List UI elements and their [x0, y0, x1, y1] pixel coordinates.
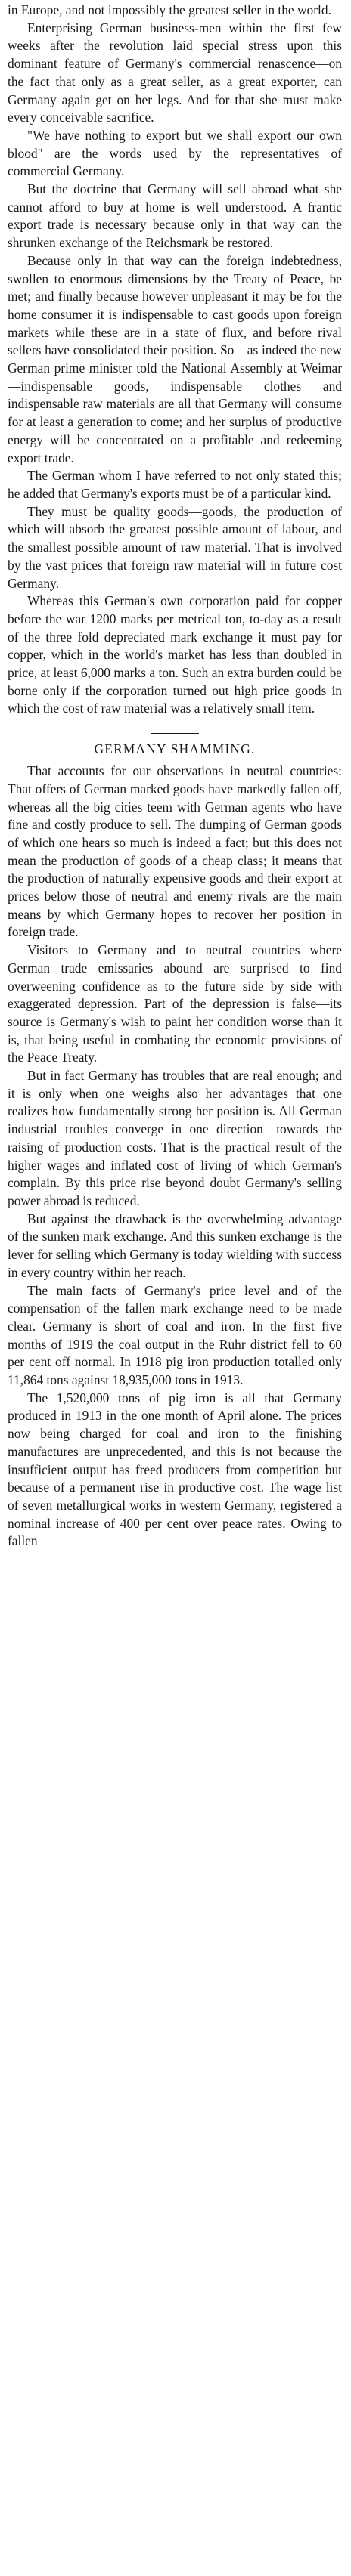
paragraph-pig-iron: The 1,520,000 tons of pig iron is all that Germany produced in 1913 in the one month of April alone. The prices now being charged for coal and iron to the finishing manufactures are unprecedented, and this is not because the insufficient output has freed producers from competition but because of a permanent rise in productive cost. The wage list of seven metallurgical works in western Germany, registered a nominal increase of 400 per cent over peace rates. Owing to fallen [8, 1390, 342, 1549]
opening-fragment: in Europe, and not impossibly the greatest seller in the world. [8, 2, 331, 17]
paragraph-quality-goods: They must be quality goods—goods, the production of which will absorb the greatest possible amount of labour, and the smallest possible amount of raw material. That is involved by the vast prices that foreign raw material will in future cost Germany. [8, 503, 342, 591]
paragraph-sunken-exchange: But against the drawback is the overwhelming advantage of the sunken mark exchange. And this sunken exchange is the lever for selling which Germany is today wielding with success in every country within her reach. [8, 1211, 342, 1280]
paragraph-neutral-countries: That accounts for our observations in neutral countries: That offers of German marked goods have markedly fallen off, whereas all the big cities teem with German agents who have fine and costly produce to sell. The dumping of German goods of which one hears so much is indeed a fact; but this does not mean the production of goods of a cheap class; it means that the production of naturally expensive goods and their export at prices below those of neutral and enemy rivals are the main means by which Germany hopes to recover her position in foreign trade. [8, 763, 342, 940]
paragraph-coal-and-iron: The main facts of Germany's price level and of the compensation of the fallen mark exchange need to be made clear. Germany is short of coal and iron. In the first five months of 1919 the coal output in the Ruhr district fell to 60 per cent off normal. In 1918 pig iron production totalled only 11,864 tons against 18,935,000 tons in 1913. [8, 1282, 342, 1388]
paragraph-real-troubles: But in fact Germany has troubles that are real enough; and it is only when one weighs also her advantages that one realizes how fundamentally strong her position is. All German industrial troubles converge in one direction—towards the raising of production costs. That is the practical result of the higher wages and inflated cost of living of which German's complain. By this price rise beyond doubt Germany's selling power abroad is reduced. [8, 1068, 342, 1208]
paragraph-export-blood: "We have nothing to export but we shall export our own blood" are the words used by the representatives of commercial Germany. [8, 127, 342, 179]
paragraph-copper-prices: Whereas this German's own corporation paid for copper before the war 1200 marks per metrical ton, to-day as a result of the three fold depreciated mark exchange it must pay for copper, which in the world's market has less than doubled in price, at least 6,000 marks a ton. Such an extra burden could be borne only if the corporation turned out high price goods in which the cost of raw material was a relatively small item. [8, 593, 342, 716]
paragraph-visitors: Visitors to Germany and to neutral countries where German trade emissaries abound are surprised to find overweening confidence as to the future side by side with exaggerated depression. Part of the depression is false—its source is Germany's wish to paint her condition worse than it is, that being useful in combating the economic provisions of the Peace Treaty. [8, 942, 342, 1065]
section-divider [151, 733, 199, 734]
paragraph-foreign-indebtedness: Because only in that way can the foreign indebtedness, swollen to enormous dimensions by the Treaty of Peace, be met; and finally because however unpleasant it may be for the home consumer it is indispensable to cast goods upon foreign markets while these are in a state of flux, and before rival sellers have consolidated their position. So—as indeed the new German prime minister told the National Assembly at Weimar—indispensable goods, indispensable clothes and indispensable raw materials are all that Germany will consume for at least a generation to come; and her surplus of productive energy will be concentrated on a profitable and redeeming export trade. [8, 252, 342, 465]
paragraph-business-men: Enterprising German business-men within the first few weeks after the revolution laid special stress upon this dominant feature of Germany's commercial renascence—on the fact that only as a great seller, as a great exporter, can Germany again get on her legs. And for that she must make every conceivable sacrifice. [8, 20, 342, 125]
paragraph-doctrine: But the doctrine that Germany will sell abroad what she cannot afford to buy at home is well understood. A frantic export trade is necessary because only in that way can the shrunken exchange of the Reichsmark be restored. [8, 181, 342, 251]
section-heading: GERMANY SHAMMING. [94, 741, 256, 757]
paragraph-particular-kind: The German whom I have referred to not only stated this; he added that Germany's exports must be of a particular kind. [8, 468, 342, 501]
